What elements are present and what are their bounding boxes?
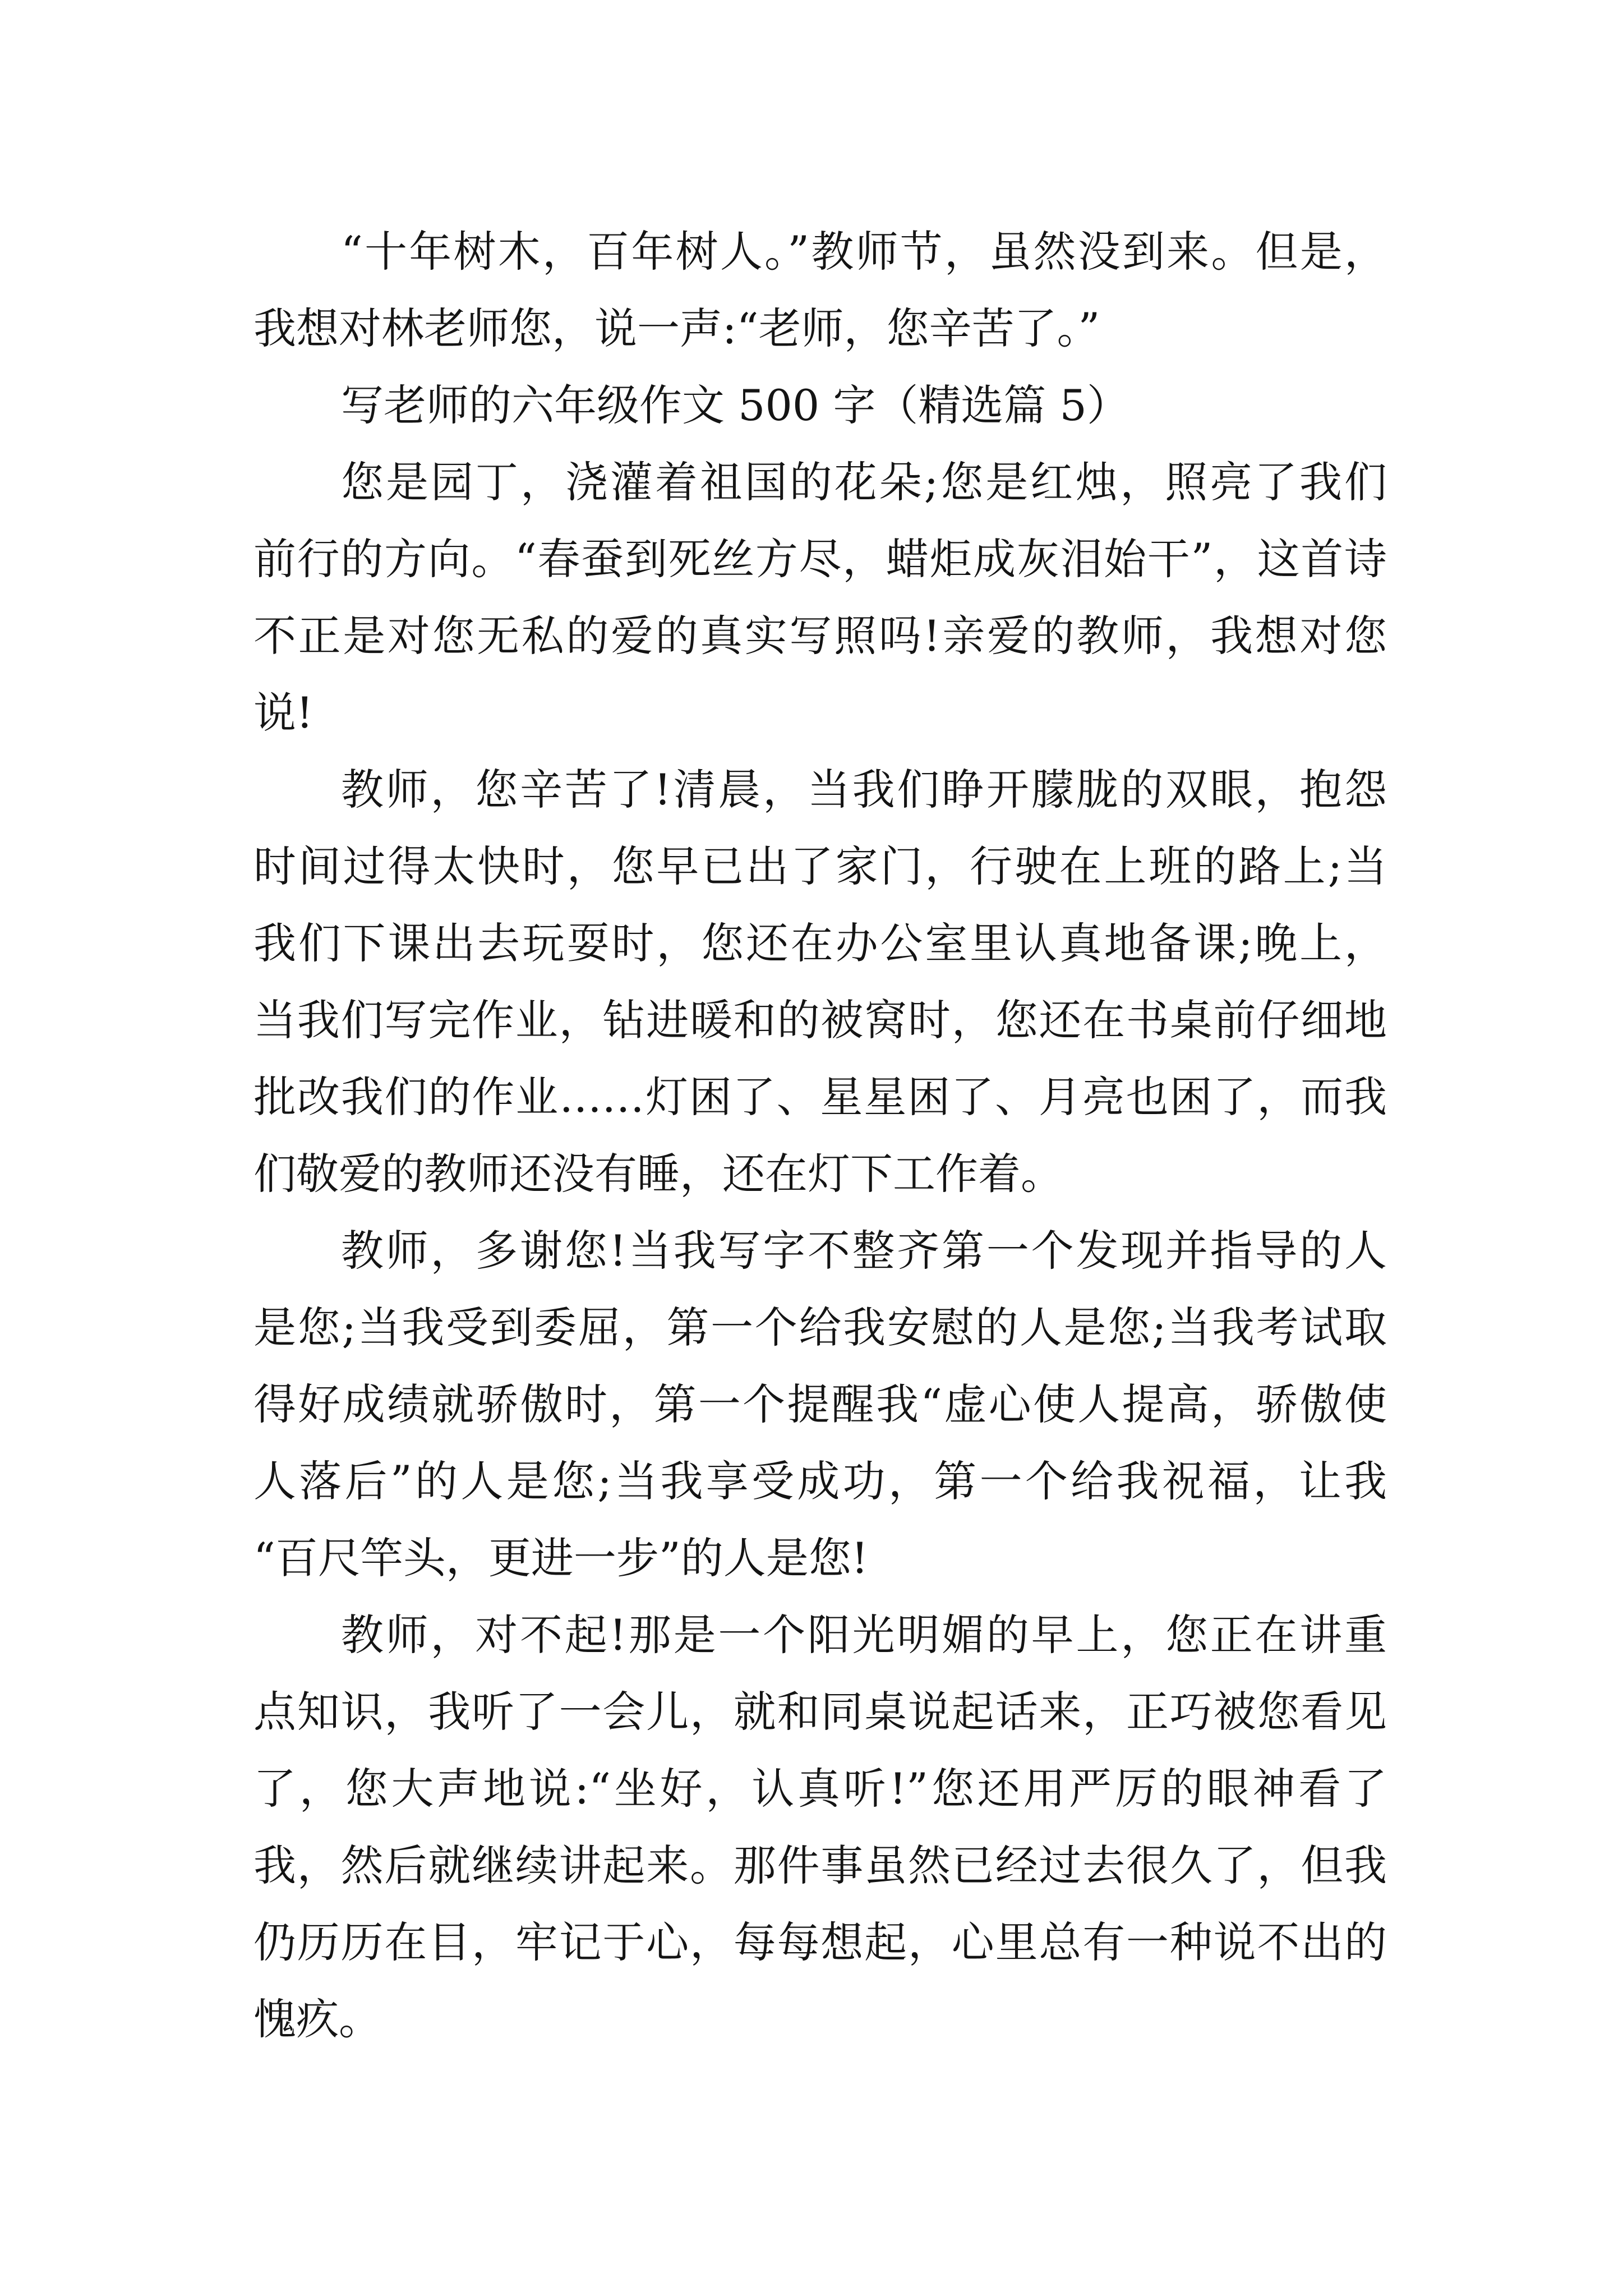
paragraph [253,751,1387,1212]
document-body [253,213,1387,2058]
text-line: 教师，多谢您!当我写字不整齐第一个发现并指导的人 [341,1226,1387,1276]
text-line: 仍历历在目，牢记于心，每每想起，心里总有一种说不出的 [253,1917,1387,1967]
text-line: 教师，对不起!那是一个阳光明媚的早上，您正在讲重 [341,1610,1387,1660]
text-line: “百尺竿头，更进一步”的人是您! [253,1533,869,1583]
text-line: 您是园丁，浇灌着祖国的花朵;您是红烛，照亮了我们 [341,457,1387,507]
text-line: 了，您大声地说:“坐好，认真听!”您还用严厉的眼神看了 [253,1764,1387,1814]
text-line: 点知识，我听了一会儿，就和同桌说起话来，正巧被您看见 [253,1687,1387,1737]
text-line: 前行的方向。“春蚕到死丝方尽，蜡炬成灰泪始干”，这首诗 [253,534,1387,584]
text-line: 说! [253,688,313,738]
paragraph [253,444,1387,751]
text-line: 人落后”的人是您;当我享受成功，第一个给我祝福，让我 [253,1456,1387,1506]
text-line: 得好成绩就骄傲时，第一个提醒我“虚心使人提高，骄傲使 [253,1379,1387,1429]
text-line: 时间过得太快时，您早已出了家门，行驶在上班的路上;当 [253,841,1387,891]
text-line: 是您;当我受到委屈，第一个给我安慰的人是您;当我考试取 [253,1303,1387,1352]
text-line: 教师，您辛苦了!清晨，当我们睁开朦胧的双眼，抱怨 [341,765,1387,815]
paragraph [253,1596,1387,2058]
text-line: 我，然后就继续讲起来。那件事虽然已经过去很久了，但我 [253,1841,1387,1890]
paragraph [253,1212,1387,1596]
text-line: 我想对林老师您，说一声:“老师，您辛苦了。” [253,303,1100,353]
text-line: 我们下课出去玩耍时，您还在办公室里认真地备课;晚上， [253,918,1387,968]
text-line: 们敬爱的教师还没有睡，还在灯下工作着。 [253,1149,1063,1199]
paragraph [253,213,1387,367]
text-line: 不正是对您无私的爱的真实写照吗!亲爱的教师，我想对您 [253,611,1387,661]
section-heading [253,367,1387,444]
text-line: 批改我们的作业……灯困了、星星困了、月亮也困了，而我 [253,1072,1387,1122]
text-line: 当我们写完作业，钻进暖和的被窝时，您还在书桌前仔细地 [253,995,1387,1045]
text-line: “十年树木，百年树人。”教师节，虽然没到来。但是， [341,227,1387,277]
text-line: 写老师的六年级作文 500 字（精选篇 5） [341,380,1129,430]
text-line: 愧疚。 [253,1994,381,2044]
